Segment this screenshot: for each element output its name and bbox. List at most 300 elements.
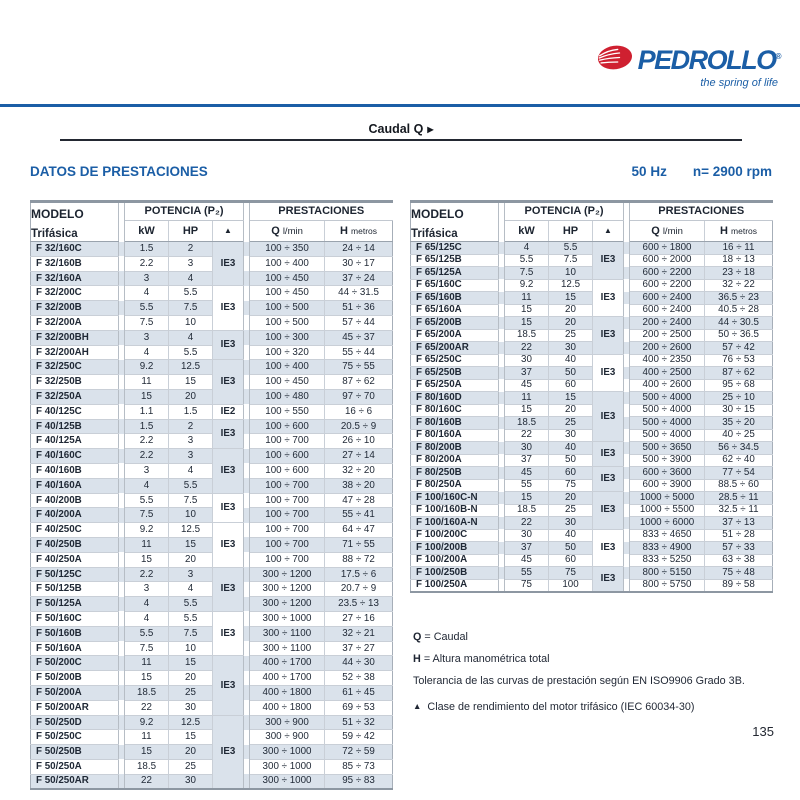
model-cell: F 32/160C bbox=[31, 242, 119, 257]
column-header-q: Q l/min bbox=[630, 221, 705, 242]
table-row bbox=[31, 774, 393, 789]
efficiency-class-cell: IE3 bbox=[213, 611, 244, 655]
q-cell: 100 ÷ 500 bbox=[250, 301, 325, 316]
kw-cell: 7.5 bbox=[125, 641, 169, 656]
kw-cell: 11 bbox=[505, 292, 549, 305]
column-header-q: Q l/min bbox=[250, 221, 325, 242]
table-row bbox=[411, 292, 773, 305]
model-cell: F 100/250B bbox=[411, 567, 499, 580]
hp-cell: 15 bbox=[169, 537, 213, 552]
table-row bbox=[411, 317, 773, 330]
hp-cell: 10 bbox=[169, 508, 213, 523]
model-cell: F 65/250B bbox=[411, 367, 499, 380]
h-cell: 95 ÷ 83 bbox=[325, 774, 393, 789]
efficiency-class-cell: IE3 bbox=[213, 449, 244, 493]
table-row bbox=[31, 478, 393, 493]
q-cell: 400 ÷ 2500 bbox=[630, 367, 705, 380]
q-cell: 600 ÷ 2000 bbox=[630, 254, 705, 267]
q-cell: 833 ÷ 4900 bbox=[630, 542, 705, 555]
q-cell: 400 ÷ 1700 bbox=[250, 671, 325, 686]
model-cell: F 40/125C bbox=[31, 404, 119, 419]
model-cell: F 50/160A bbox=[31, 641, 119, 656]
model-cell: F 100/160A-N bbox=[411, 517, 499, 530]
performance-table-right bbox=[410, 200, 773, 593]
efficiency-class-cell: IE3 bbox=[213, 567, 244, 611]
model-cell: F 65/250A bbox=[411, 379, 499, 392]
table-row bbox=[31, 449, 393, 464]
hp-cell: 15 bbox=[169, 375, 213, 390]
q-cell: 100 ÷ 700 bbox=[250, 434, 325, 449]
h-cell: 35 ÷ 20 bbox=[705, 417, 773, 430]
table-row bbox=[411, 567, 773, 580]
table-row bbox=[411, 504, 773, 517]
header-divider bbox=[0, 104, 800, 107]
model-cell: F 100/200A bbox=[411, 554, 499, 567]
hp-cell: 4 bbox=[169, 330, 213, 345]
q-cell: 400 ÷ 1800 bbox=[250, 685, 325, 700]
note-h: H = Altura manométrica total bbox=[413, 653, 550, 665]
hp-cell: 25 bbox=[169, 759, 213, 774]
model-cell: F 40/125B bbox=[31, 419, 119, 434]
hp-cell: 15 bbox=[169, 656, 213, 671]
model-cell: F 40/160C bbox=[31, 449, 119, 464]
kw-cell: 30 bbox=[505, 442, 549, 455]
kw-cell: 37 bbox=[505, 367, 549, 380]
efficiency-class-cell: IE2 bbox=[213, 404, 244, 419]
h-cell: 87 ÷ 62 bbox=[705, 367, 773, 380]
h-cell: 44 ÷ 30 bbox=[325, 656, 393, 671]
table-row bbox=[31, 493, 393, 508]
model-cell: F 40/200B bbox=[31, 493, 119, 508]
hp-cell: 15 bbox=[169, 730, 213, 745]
q-cell: 300 ÷ 1100 bbox=[250, 626, 325, 641]
kw-cell: 30 bbox=[505, 529, 549, 542]
hp-cell: 20 bbox=[169, 745, 213, 760]
hp-cell: 7.5 bbox=[549, 254, 593, 267]
table-row bbox=[31, 375, 393, 390]
table-row bbox=[31, 256, 393, 271]
h-cell: 75 ÷ 55 bbox=[325, 360, 393, 375]
h-cell: 71 ÷ 55 bbox=[325, 537, 393, 552]
h-cell: 37 ÷ 24 bbox=[325, 271, 393, 286]
column-header-prestaciones: PRESTACIONES bbox=[250, 202, 393, 221]
table-row bbox=[411, 329, 773, 342]
kw-cell: 3 bbox=[125, 463, 169, 478]
speed-label: n= 2900 rpm bbox=[692, 164, 772, 179]
table-row bbox=[411, 279, 773, 292]
q-cell: 100 ÷ 700 bbox=[250, 552, 325, 567]
kw-cell: 5.5 bbox=[125, 626, 169, 641]
table-row bbox=[31, 685, 393, 700]
q-cell: 100 ÷ 300 bbox=[250, 330, 325, 345]
model-cell: F 50/125B bbox=[31, 582, 119, 597]
table-row bbox=[411, 417, 773, 430]
table-row bbox=[411, 242, 773, 255]
q-cell: 100 ÷ 450 bbox=[250, 286, 325, 301]
efficiency-class-cell: IE3 bbox=[593, 492, 624, 530]
h-cell: 61 ÷ 45 bbox=[325, 685, 393, 700]
model-cell: F 32/160B bbox=[31, 256, 119, 271]
efficiency-class-cell: IE3 bbox=[593, 442, 624, 467]
kw-cell: 3 bbox=[125, 271, 169, 286]
column-header-potencia: POTENCIA (P₂) bbox=[125, 202, 244, 221]
q-cell: 300 ÷ 900 bbox=[250, 730, 325, 745]
model-cell: F 65/125A bbox=[411, 267, 499, 280]
table-row bbox=[411, 404, 773, 417]
table-row bbox=[31, 404, 393, 419]
table-row bbox=[31, 626, 393, 641]
table-row bbox=[31, 730, 393, 745]
table-row bbox=[31, 523, 393, 538]
h-cell: 38 ÷ 20 bbox=[325, 478, 393, 493]
model-cell: F 40/250A bbox=[31, 552, 119, 567]
kw-cell: 2.2 bbox=[125, 567, 169, 582]
model-cell: F 80/200A bbox=[411, 454, 499, 467]
h-cell: 17.5 ÷ 6 bbox=[325, 567, 393, 582]
column-header-prestaciones: PRESTACIONES bbox=[630, 202, 773, 221]
hp-cell: 15 bbox=[549, 392, 593, 405]
h-cell: 62 ÷ 40 bbox=[705, 454, 773, 467]
table-row bbox=[411, 379, 773, 392]
kw-cell: 9.2 bbox=[125, 523, 169, 538]
efficiency-class-cell: IE3 bbox=[593, 242, 624, 280]
model-cell: F 100/200B bbox=[411, 542, 499, 555]
h-cell: 57 ÷ 42 bbox=[705, 342, 773, 355]
model-cell: F 50/125A bbox=[31, 597, 119, 612]
h-cell: 37 ÷ 13 bbox=[705, 517, 773, 530]
table-row bbox=[411, 454, 773, 467]
q-cell: 1000 ÷ 6000 bbox=[630, 517, 705, 530]
h-cell: 37 ÷ 27 bbox=[325, 641, 393, 656]
h-cell: 16 ÷ 6 bbox=[325, 404, 393, 419]
hp-cell: 30 bbox=[549, 517, 593, 530]
kw-cell: 55 bbox=[505, 567, 549, 580]
model-cell: F 80/160D bbox=[411, 392, 499, 405]
q-cell: 100 ÷ 550 bbox=[250, 404, 325, 419]
q-cell: 400 ÷ 1700 bbox=[250, 656, 325, 671]
table-row bbox=[31, 434, 393, 449]
column-header-hp: HP bbox=[549, 221, 593, 242]
model-cell: F 32/250B bbox=[31, 375, 119, 390]
q-cell: 500 ÷ 4000 bbox=[630, 392, 705, 405]
hp-cell: 25 bbox=[549, 329, 593, 342]
hp-cell: 20 bbox=[169, 389, 213, 404]
table-row bbox=[31, 745, 393, 760]
kw-cell: 11 bbox=[125, 730, 169, 745]
hp-cell: 7.5 bbox=[169, 493, 213, 508]
q-cell: 100 ÷ 320 bbox=[250, 345, 325, 360]
q-cell: 833 ÷ 5250 bbox=[630, 554, 705, 567]
efficiency-class-cell: IE3 bbox=[593, 317, 624, 355]
hp-cell: 10 bbox=[549, 267, 593, 280]
hp-cell: 4 bbox=[169, 271, 213, 286]
q-cell: 800 ÷ 5150 bbox=[630, 567, 705, 580]
hp-cell: 40 bbox=[549, 529, 593, 542]
column-header-h: H metros bbox=[325, 221, 393, 242]
efficiency-triangle-icon: ▲ bbox=[213, 221, 244, 242]
q-cell: 500 ÷ 3650 bbox=[630, 442, 705, 455]
kw-cell: 11 bbox=[125, 537, 169, 552]
kw-cell: 18.5 bbox=[125, 685, 169, 700]
model-cell: F 50/200B bbox=[31, 671, 119, 686]
h-cell: 47 ÷ 28 bbox=[325, 493, 393, 508]
hp-cell: 40 bbox=[549, 354, 593, 367]
kw-cell: 11 bbox=[125, 375, 169, 390]
hp-cell: 4 bbox=[169, 463, 213, 478]
hp-cell: 20 bbox=[549, 492, 593, 505]
h-cell: 20.7 ÷ 9 bbox=[325, 582, 393, 597]
model-cell: F 50/200AR bbox=[31, 700, 119, 715]
table-row bbox=[411, 554, 773, 567]
q-cell: 600 ÷ 2400 bbox=[630, 304, 705, 317]
kw-cell: 15 bbox=[125, 552, 169, 567]
kw-cell: 2.2 bbox=[125, 256, 169, 271]
h-cell: 55 ÷ 41 bbox=[325, 508, 393, 523]
kw-cell: 7.5 bbox=[125, 508, 169, 523]
hp-cell: 7.5 bbox=[169, 301, 213, 316]
triangle-icon: ▲ bbox=[413, 701, 422, 711]
q-cell: 600 ÷ 2200 bbox=[630, 267, 705, 280]
table-row bbox=[411, 342, 773, 355]
table-row bbox=[31, 759, 393, 774]
hp-cell: 3 bbox=[169, 449, 213, 464]
efficiency-class-cell: IE3 bbox=[593, 279, 624, 317]
hp-cell: 75 bbox=[549, 567, 593, 580]
h-cell: 87 ÷ 62 bbox=[325, 375, 393, 390]
q-cell: 500 ÷ 4000 bbox=[630, 417, 705, 430]
h-cell: 57 ÷ 33 bbox=[705, 542, 773, 555]
table-row bbox=[411, 304, 773, 317]
h-cell: 51 ÷ 36 bbox=[325, 301, 393, 316]
model-cell: F 50/250B bbox=[31, 745, 119, 760]
model-cell: F 50/125C bbox=[31, 567, 119, 582]
h-cell: 76 ÷ 53 bbox=[705, 354, 773, 367]
table-row bbox=[31, 671, 393, 686]
hp-cell: 3 bbox=[169, 567, 213, 582]
h-cell: 89 ÷ 58 bbox=[705, 579, 773, 592]
model-cell: F 65/250C bbox=[411, 354, 499, 367]
table-row bbox=[411, 467, 773, 480]
q-cell: 400 ÷ 2350 bbox=[630, 354, 705, 367]
model-cell: F 65/125C bbox=[411, 242, 499, 255]
kw-cell: 3 bbox=[125, 330, 169, 345]
model-cell: F 50/160C bbox=[31, 611, 119, 626]
efficiency-class-cell: IE3 bbox=[593, 392, 624, 442]
h-cell: 77 ÷ 54 bbox=[705, 467, 773, 480]
model-cell: F 32/200BH bbox=[31, 330, 119, 345]
h-cell: 23.5 ÷ 13 bbox=[325, 597, 393, 612]
hp-cell: 25 bbox=[169, 685, 213, 700]
table-row bbox=[31, 641, 393, 656]
hp-cell: 75 bbox=[549, 479, 593, 492]
model-cell: F 32/250C bbox=[31, 360, 119, 375]
brand-tagline: the spring of life bbox=[700, 77, 778, 89]
efficiency-class-cell: IE3 bbox=[213, 493, 244, 523]
h-cell: 63 ÷ 38 bbox=[705, 554, 773, 567]
q-cell: 300 ÷ 1000 bbox=[250, 774, 325, 789]
h-cell: 44 ÷ 30.5 bbox=[705, 317, 773, 330]
model-cell: F 32/200B bbox=[31, 301, 119, 316]
hp-cell: 50 bbox=[549, 454, 593, 467]
q-cell: 100 ÷ 350 bbox=[250, 242, 325, 257]
column-header-modelo: MODELO Trifásica bbox=[31, 202, 119, 242]
table-row bbox=[411, 579, 773, 592]
model-cell: F 40/200A bbox=[31, 508, 119, 523]
note-q: Q = Caudal bbox=[413, 631, 468, 643]
model-cell: F 65/125B bbox=[411, 254, 499, 267]
h-cell: 59 ÷ 42 bbox=[325, 730, 393, 745]
kw-cell: 45 bbox=[505, 379, 549, 392]
model-cell: F 50/200A bbox=[31, 685, 119, 700]
kw-cell: 4 bbox=[125, 478, 169, 493]
kw-cell: 4 bbox=[125, 611, 169, 626]
q-cell: 400 ÷ 2600 bbox=[630, 379, 705, 392]
kw-cell: 45 bbox=[505, 467, 549, 480]
kw-cell: 22 bbox=[125, 774, 169, 789]
efficiency-class-cell: IE3 bbox=[213, 360, 244, 404]
hp-cell: 7.5 bbox=[169, 626, 213, 641]
page-title: DATOS DE PRESTACIONES bbox=[30, 164, 208, 179]
h-cell: 44 ÷ 31.5 bbox=[325, 286, 393, 301]
table-row bbox=[31, 582, 393, 597]
q-cell: 100 ÷ 600 bbox=[250, 419, 325, 434]
model-cell: F 100/250A bbox=[411, 579, 499, 592]
table-row bbox=[411, 254, 773, 267]
column-header-modelo: MODELO Trifásica bbox=[411, 202, 499, 242]
h-cell: 36.5 ÷ 23 bbox=[705, 292, 773, 305]
hp-cell: 12.5 bbox=[549, 279, 593, 292]
kw-cell: 15 bbox=[125, 389, 169, 404]
hp-cell: 25 bbox=[549, 504, 593, 517]
model-cell: F 80/250A bbox=[411, 479, 499, 492]
q-cell: 600 ÷ 3600 bbox=[630, 467, 705, 480]
table-row bbox=[411, 354, 773, 367]
h-cell: 28.5 ÷ 11 bbox=[705, 492, 773, 505]
hp-cell: 5.5 bbox=[169, 597, 213, 612]
kw-cell: 15 bbox=[505, 304, 549, 317]
kw-cell: 18.5 bbox=[505, 329, 549, 342]
hp-cell: 5.5 bbox=[169, 345, 213, 360]
efficiency-class-cell: IE3 bbox=[213, 656, 244, 715]
table-row bbox=[411, 492, 773, 505]
h-cell: 32 ÷ 22 bbox=[705, 279, 773, 292]
performance-table-left bbox=[30, 200, 393, 790]
kw-cell: 15 bbox=[505, 317, 549, 330]
efficiency-class-cell: IE3 bbox=[213, 419, 244, 449]
h-cell: 18 ÷ 13 bbox=[705, 254, 773, 267]
model-cell: F 100/160C-N bbox=[411, 492, 499, 505]
table-row bbox=[31, 286, 393, 301]
efficiency-class-cell: IE3 bbox=[213, 523, 244, 567]
h-cell: 72 ÷ 59 bbox=[325, 745, 393, 760]
q-cell: 200 ÷ 2500 bbox=[630, 329, 705, 342]
hp-cell: 30 bbox=[549, 342, 593, 355]
kw-cell: 4 bbox=[505, 242, 549, 255]
efficiency-class-cell: IE3 bbox=[593, 467, 624, 492]
hp-cell: 20 bbox=[549, 304, 593, 317]
q-cell: 100 ÷ 450 bbox=[250, 375, 325, 390]
hp-cell: 12.5 bbox=[169, 523, 213, 538]
kw-cell: 9.2 bbox=[125, 360, 169, 375]
hp-cell: 30 bbox=[169, 774, 213, 789]
h-cell: 64 ÷ 47 bbox=[325, 523, 393, 538]
q-cell: 200 ÷ 2400 bbox=[630, 317, 705, 330]
hp-cell: 50 bbox=[549, 542, 593, 555]
h-cell: 27 ÷ 16 bbox=[325, 611, 393, 626]
model-cell: F 32/200C bbox=[31, 286, 119, 301]
h-cell: 57 ÷ 44 bbox=[325, 315, 393, 330]
model-cell: F 40/160B bbox=[31, 463, 119, 478]
h-cell: 30 ÷ 17 bbox=[325, 256, 393, 271]
table-row bbox=[411, 267, 773, 280]
table-row bbox=[31, 271, 393, 286]
table-row bbox=[31, 360, 393, 375]
q-cell: 300 ÷ 1000 bbox=[250, 759, 325, 774]
kw-cell: 7.5 bbox=[125, 315, 169, 330]
q-cell: 833 ÷ 4650 bbox=[630, 529, 705, 542]
model-cell: F 50/250D bbox=[31, 715, 119, 730]
kw-cell: 22 bbox=[505, 517, 549, 530]
h-cell: 88.5 ÷ 60 bbox=[705, 479, 773, 492]
hp-cell: 30 bbox=[549, 429, 593, 442]
efficiency-class-cell: IE3 bbox=[213, 286, 244, 330]
q-cell: 500 ÷ 4000 bbox=[630, 404, 705, 417]
note-efficiency-class: ▲ Clase de rendimiento del motor trifásico (IEC 60034-30) bbox=[413, 701, 695, 713]
h-cell: 97 ÷ 70 bbox=[325, 389, 393, 404]
h-cell: 56 ÷ 34.5 bbox=[705, 442, 773, 455]
hp-cell: 20 bbox=[169, 671, 213, 686]
hp-cell: 3 bbox=[169, 256, 213, 271]
table-row bbox=[31, 597, 393, 612]
hp-cell: 5.5 bbox=[169, 611, 213, 626]
q-cell: 100 ÷ 700 bbox=[250, 493, 325, 508]
table-row bbox=[411, 392, 773, 405]
hp-cell: 40 bbox=[549, 442, 593, 455]
model-cell: F 65/200B bbox=[411, 317, 499, 330]
table-row bbox=[411, 529, 773, 542]
q-cell: 100 ÷ 700 bbox=[250, 523, 325, 538]
kw-cell: 5.5 bbox=[125, 493, 169, 508]
model-cell: F 40/160A bbox=[31, 478, 119, 493]
h-cell: 32 ÷ 21 bbox=[325, 626, 393, 641]
h-cell: 95 ÷ 68 bbox=[705, 379, 773, 392]
kw-cell: 37 bbox=[505, 454, 549, 467]
q-cell: 300 ÷ 1200 bbox=[250, 597, 325, 612]
kw-cell: 45 bbox=[505, 554, 549, 567]
column-header-hp: HP bbox=[169, 221, 213, 242]
kw-cell: 18.5 bbox=[505, 417, 549, 430]
q-cell: 100 ÷ 600 bbox=[250, 463, 325, 478]
kw-cell: 55 bbox=[505, 479, 549, 492]
hp-cell: 1.5 bbox=[169, 404, 213, 419]
table-row bbox=[31, 537, 393, 552]
column-header-kw: kW bbox=[125, 221, 169, 242]
table-row bbox=[31, 463, 393, 478]
h-cell: 75 ÷ 48 bbox=[705, 567, 773, 580]
caudal-axis-label: Caudal Q ▶ bbox=[60, 122, 742, 141]
h-cell: 88 ÷ 72 bbox=[325, 552, 393, 567]
q-cell: 200 ÷ 2600 bbox=[630, 342, 705, 355]
model-cell: F 65/160B bbox=[411, 292, 499, 305]
table-row bbox=[31, 315, 393, 330]
efficiency-class-cell: IE3 bbox=[213, 715, 244, 789]
kw-cell: 15 bbox=[125, 671, 169, 686]
column-header-potencia: POTENCIA (P₂) bbox=[505, 202, 624, 221]
kw-cell: 5.5 bbox=[125, 301, 169, 316]
hp-cell: 10 bbox=[169, 641, 213, 656]
hp-cell: 30 bbox=[169, 700, 213, 715]
h-cell: 27 ÷ 14 bbox=[325, 449, 393, 464]
